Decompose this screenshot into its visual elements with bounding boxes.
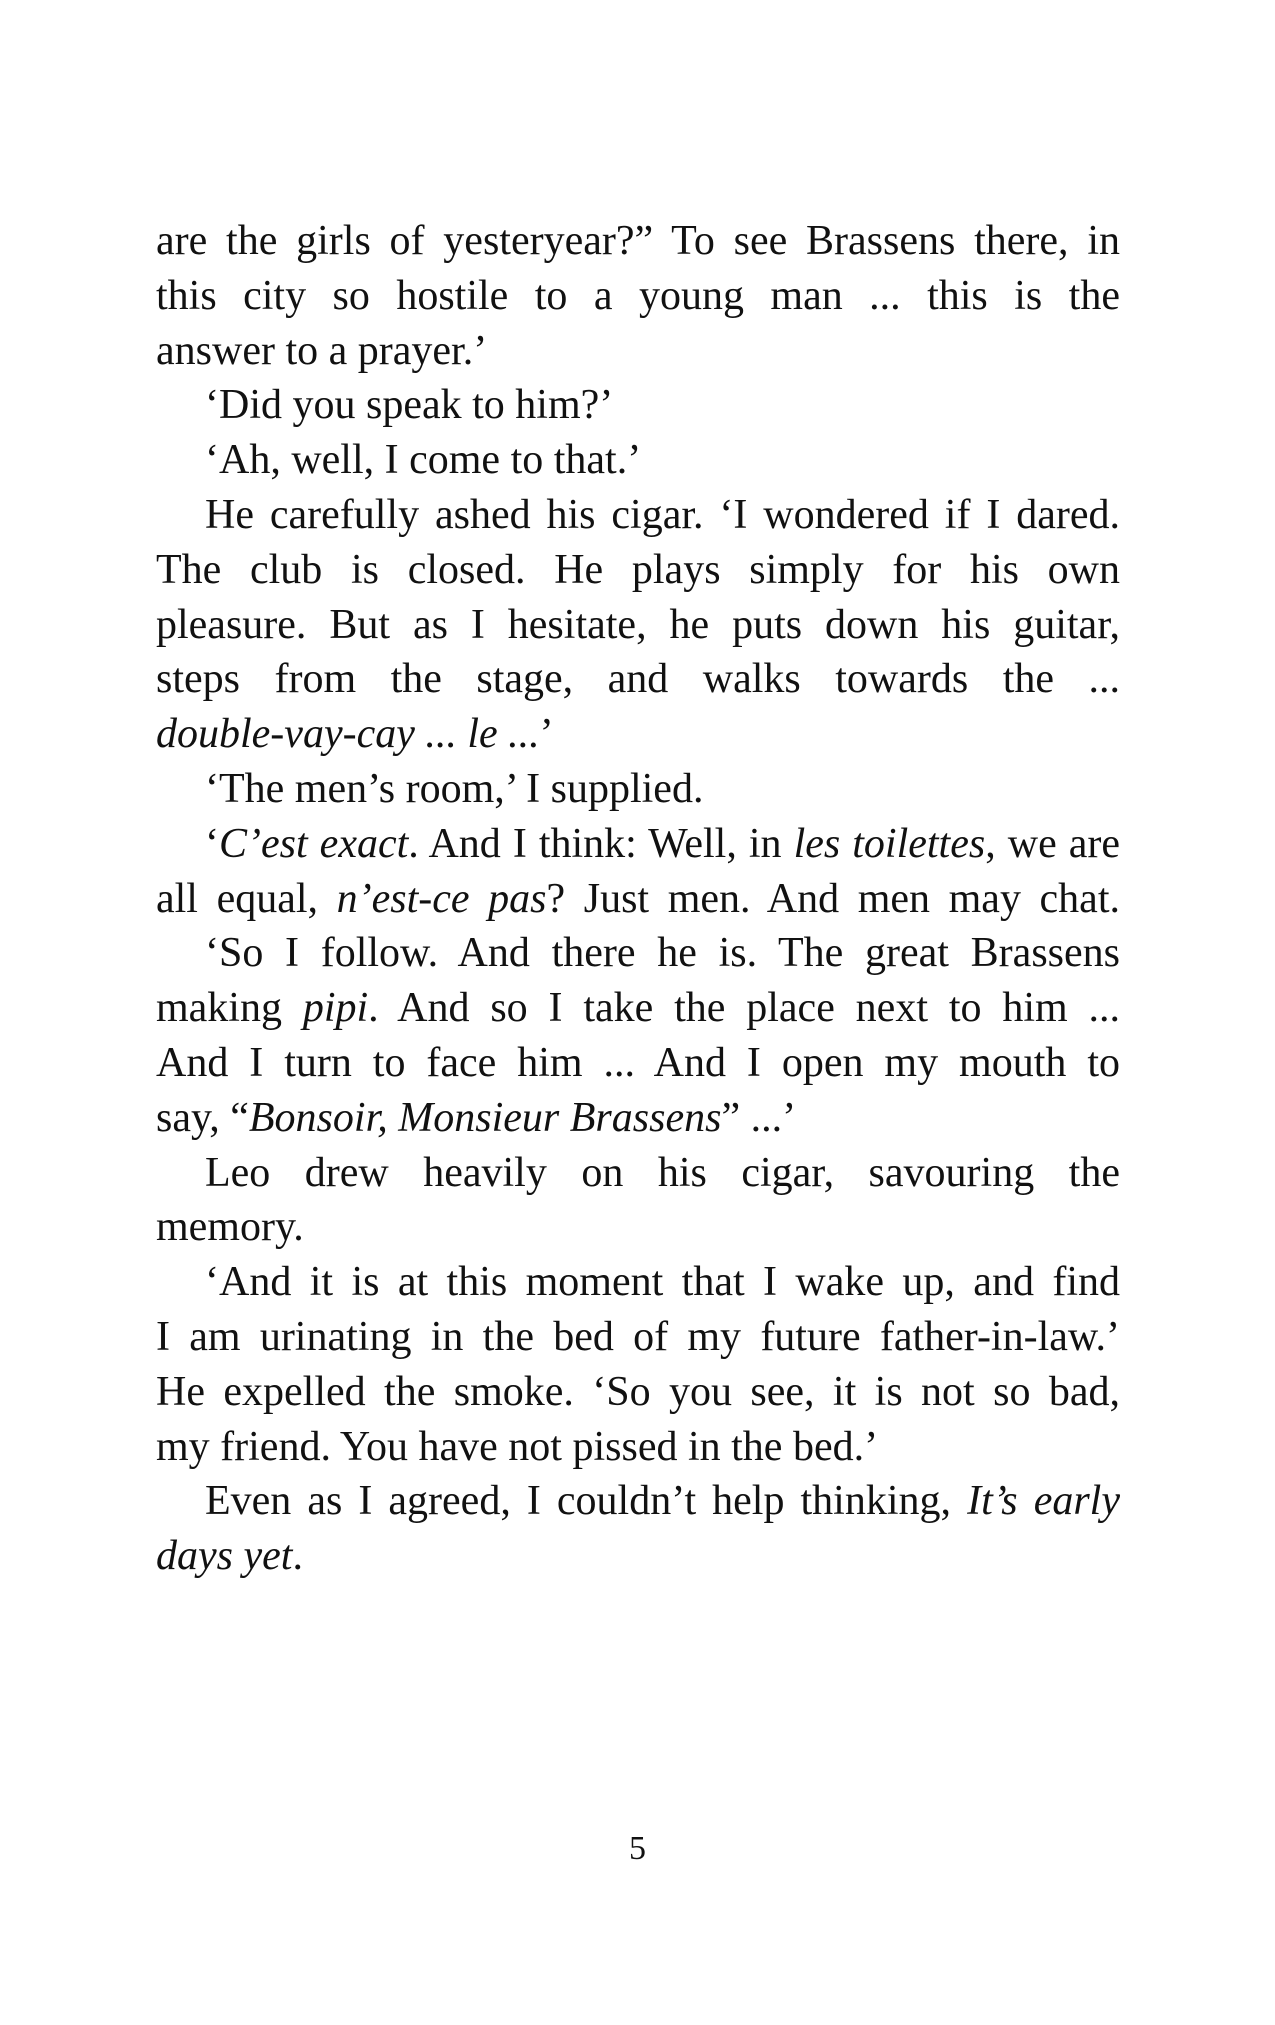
- italic-text: n’est-ce pas: [336, 875, 547, 922]
- body-text: [156, 214, 1120, 1584]
- text-segment: ? Just men. And men may chat.: [546, 875, 1120, 922]
- text-segment: Leo drew heavily on his cigar, savouring the: [205, 1149, 1120, 1196]
- italic-text: double-vay-cay ... le ...: [156, 711, 540, 758]
- text-line: [156, 762, 1120, 817]
- text-line: [156, 598, 1120, 653]
- italic-text: C’est exact: [219, 820, 409, 867]
- text-line: [156, 488, 1120, 543]
- text-segment: ‘: [205, 820, 219, 867]
- text-line: [156, 433, 1120, 488]
- text-segment: And I turn to face him ... And I open my mouth to: [156, 1039, 1120, 1086]
- text-line: [156, 214, 1120, 269]
- text-line: [156, 1529, 1120, 1584]
- text-segment: are the girls of yesteryear?” To see Brassens there, in: [156, 218, 1120, 264]
- text-segment: pleasure. But as I hesitate, he puts down his guitar,: [156, 601, 1120, 648]
- text-segment: ‘So I follow. And there he is. The great Brassens: [205, 930, 1120, 977]
- text-line: [156, 1200, 1120, 1255]
- text-segment: say, “: [156, 1094, 249, 1141]
- text-line: [156, 1310, 1120, 1365]
- text-segment: . And I think: Well, in: [408, 820, 794, 867]
- italic-text: days yet: [156, 1533, 293, 1580]
- text-segment: ‘The men’s room,’ I supplied.: [205, 765, 704, 812]
- text-segment: ‘Ah, well, I come to that.’: [205, 437, 642, 484]
- text-line: [156, 981, 1120, 1036]
- text-segment: He carefully ashed his cigar. ‘I wondered if I dared.: [205, 491, 1120, 538]
- text-segment: ’: [539, 711, 554, 758]
- text-segment: ‘And it is at this moment that I wake up, and find: [205, 1259, 1120, 1306]
- text-line: [156, 1474, 1120, 1529]
- text-segment: ” ...’: [721, 1094, 797, 1141]
- text-line: [156, 1365, 1120, 1420]
- text-segment: making: [156, 985, 303, 1032]
- text-segment: answer to a prayer.’: [156, 327, 488, 374]
- italic-text: pipi: [302, 985, 369, 1032]
- text-line: [156, 652, 1120, 707]
- text-line: [156, 269, 1120, 324]
- text-line: [156, 707, 1120, 762]
- text-line: [156, 926, 1120, 981]
- text-segment: memory.: [156, 1204, 304, 1251]
- text-line: [156, 872, 1120, 927]
- text-segment: .: [292, 1533, 303, 1580]
- text-segment: steps from the stage, and walks towards the ...: [156, 656, 1120, 703]
- text-line: [156, 1420, 1120, 1475]
- text-segment: He expelled the smoke. ‘So you see, it is not so bad,: [156, 1368, 1120, 1415]
- text-line: [156, 817, 1120, 872]
- text-line: [156, 1036, 1120, 1091]
- text-segment: The club is closed. He plays simply for his own: [156, 546, 1120, 593]
- text-segment: , we are: [985, 820, 1120, 867]
- text-line: [156, 1091, 1120, 1146]
- italic-text: les toilettes: [793, 820, 986, 867]
- italic-text: It’s early: [967, 1478, 1120, 1525]
- text-segment: Even as I agreed, I couldn’t help thinking,: [205, 1478, 968, 1525]
- text-segment: . And so I take the place next to him ...: [368, 985, 1120, 1032]
- text-line: [156, 543, 1120, 598]
- page-number: 5: [629, 1830, 646, 1867]
- text-segment: I am urinating in the bed of my future father-in-law.’: [156, 1313, 1120, 1360]
- text-segment: this city so hostile to a young man ... this is the: [156, 272, 1120, 319]
- text-segment: my friend. You have not pissed in the bed.’: [156, 1423, 879, 1470]
- text-segment: ‘Did you speak to him?’: [205, 382, 614, 429]
- text-segment: all equal,: [156, 875, 337, 922]
- text-line: [156, 1255, 1120, 1310]
- text-line: [156, 324, 1120, 379]
- text-line: [156, 378, 1120, 433]
- italic-text: Bonsoir, Monsieur Brassens: [248, 1094, 722, 1141]
- text-line: [156, 1146, 1120, 1201]
